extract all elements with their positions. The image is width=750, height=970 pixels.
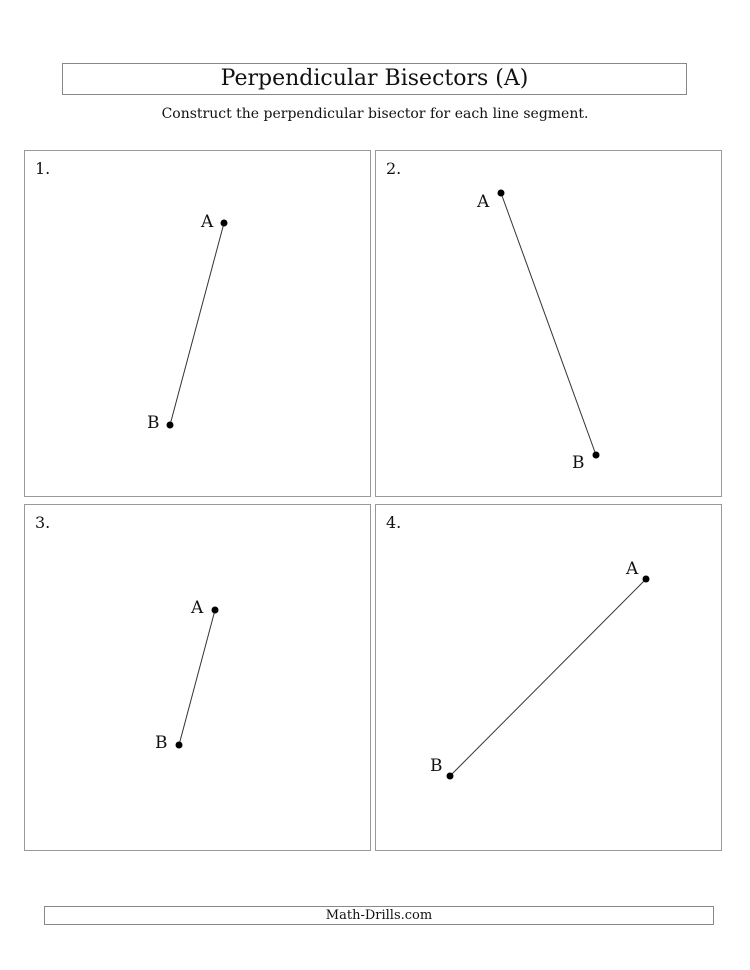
problem-number: 2. (386, 159, 402, 178)
line-segment (170, 223, 224, 425)
point-b (593, 452, 600, 459)
line-segment (179, 610, 215, 745)
instructions: Construct the perpendicular bisector for each line segment. (161, 106, 589, 122)
problem-number: 4. (386, 513, 402, 532)
line-segment (450, 579, 646, 776)
label-b: B (147, 413, 160, 433)
segment-1 (147, 212, 228, 433)
point-b (176, 742, 183, 749)
problem-number: 3. (35, 513, 51, 532)
label-b: B (155, 733, 168, 753)
point-a (643, 576, 650, 583)
worksheet-title: Perpendicular Bisectors (A) (62, 63, 687, 95)
segment-2 (476, 190, 600, 474)
problem-number: 1. (35, 159, 51, 178)
label-a: A (191, 598, 204, 618)
label-b: B (430, 756, 443, 776)
label-b: B (572, 453, 585, 473)
label-a: A (626, 559, 639, 579)
line-segment (501, 193, 596, 455)
point-a (498, 190, 505, 197)
footer-credit: Math-Drills.com (44, 906, 714, 925)
segment-4 (430, 559, 650, 780)
label-a: A (477, 192, 490, 212)
point-b (167, 422, 174, 429)
point-a (221, 220, 228, 227)
label-a: A (201, 212, 214, 232)
segment-3 (155, 598, 219, 753)
point-a (212, 607, 219, 614)
point-b (447, 773, 454, 780)
